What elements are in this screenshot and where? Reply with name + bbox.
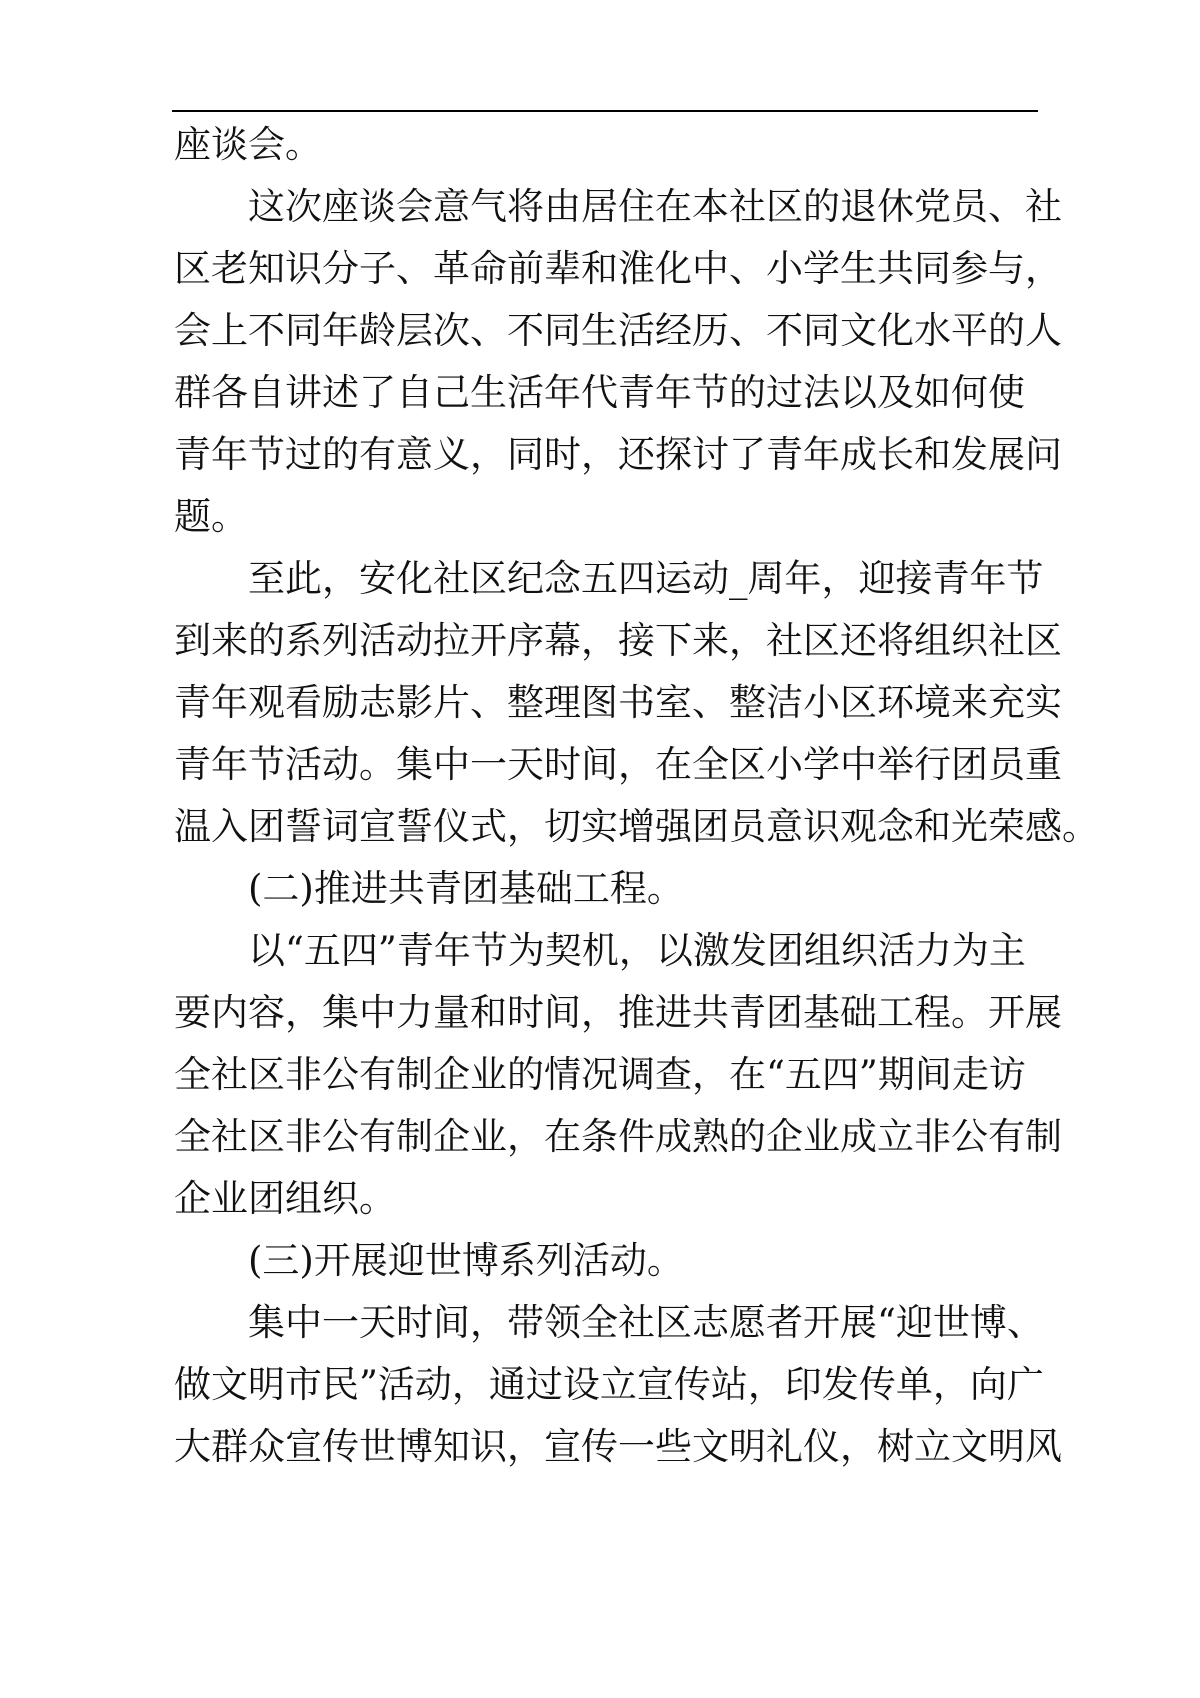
- text-line: 群各自讲述了自己生活年代青年节的过法以及如何使: [174, 371, 1025, 414]
- section-heading: (三)开展迎世博系列活动。: [248, 1239, 684, 1282]
- text-line: 青年观看励志影片、整理图书室、整洁小区环境来充实: [174, 681, 1062, 724]
- text-line: 题。: [174, 495, 248, 538]
- text-line: 全社区非公有制企业，在条件成熟的企业成立非公有制: [174, 1115, 1062, 1158]
- text-line: 会上不同年龄层次、不同生活经历、不同文化水平的人: [174, 309, 1062, 352]
- text-line: 这次座谈会意气将由居住在本社区的退休党员、社: [248, 185, 1062, 228]
- header-rule: [172, 110, 1038, 112]
- text-line: 青年节活动。集中一天时间，在全区小学中举行团员重: [174, 743, 1062, 786]
- document-body: [174, 114, 1099, 1478]
- text-line: 全社区非公有制企业的情况调查，在“五四”期间走访: [174, 1053, 1026, 1096]
- text-line: 大群众宣传世博知识，宣传一些文明礼仪，树立文明风: [174, 1425, 1062, 1468]
- text-line: 以“五四”青年节为契机，以激发团组织活力为主: [248, 929, 1026, 972]
- text-line: 做文明市民”活动，通过设立宣传站，印发传单，向广: [174, 1363, 1044, 1406]
- text-line: 青年节过的有意义，同时，还探讨了青年成长和发展问: [174, 433, 1062, 476]
- text-line: 温入团誓词宣誓仪式，切实增强团员意识观念和光荣感。: [174, 805, 1099, 848]
- text-line: 企业团组织。: [174, 1177, 396, 1220]
- section-heading: (二)推进共青团基础工程。: [248, 867, 684, 910]
- text-line: 至此，安化社区纪念五四运动_周年，迎接青年节: [248, 557, 1044, 600]
- text-line: 座谈会。: [174, 123, 322, 166]
- text-line: 要内容，集中力量和时间，推进共青团基础工程。开展: [174, 991, 1062, 1034]
- text-line: 集中一天时间，带领全社区志愿者开展“迎世博、: [248, 1301, 1044, 1344]
- text-line: 到来的系列活动拉开序幕，接下来，社区还将组织社区: [174, 619, 1062, 662]
- text-line: 区老知识分子、革命前辈和淮化中、小学生共同参与，: [174, 247, 1062, 290]
